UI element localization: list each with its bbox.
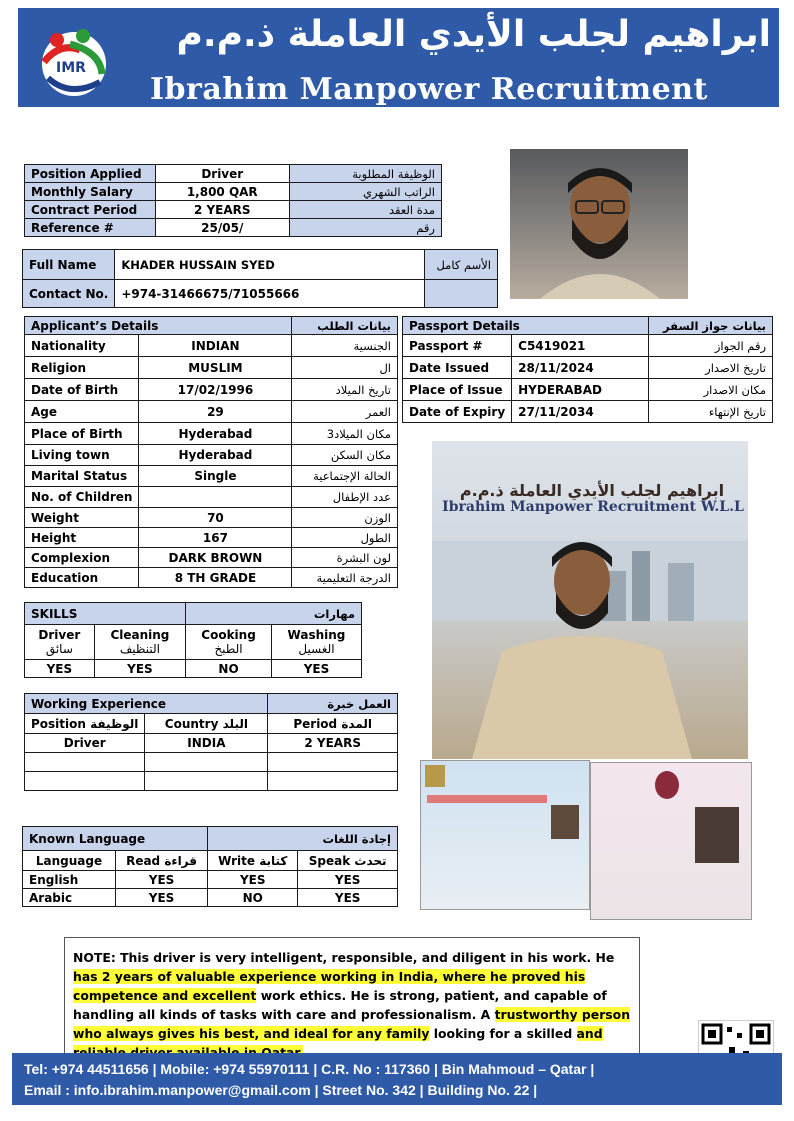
row-label: Nationality	[25, 335, 139, 357]
skill-ar: الغسيل	[298, 642, 335, 656]
row-label: Complexion	[25, 548, 139, 568]
skill-value: NO	[186, 660, 272, 678]
lang-write: YES	[208, 871, 298, 889]
passport-table	[402, 316, 773, 423]
skill-en: Washing	[287, 628, 346, 642]
footer-contact-bar	[12, 1053, 782, 1105]
row-ar: الجنسية	[292, 335, 398, 357]
reference-value: 25/05/	[156, 219, 290, 237]
portrait-illustration	[510, 149, 688, 299]
lang-write: NO	[208, 889, 298, 907]
full-name-ar: الأسم كامل	[425, 250, 498, 280]
lang-read: YES	[116, 889, 208, 907]
row-value: DARK BROWN	[139, 548, 292, 568]
skill-value: YES	[94, 660, 185, 678]
applicant-title: Applicant’s Details	[25, 317, 292, 335]
contract-label: Contract Period	[25, 201, 156, 219]
row-ar: الطول	[292, 528, 398, 548]
company-logo	[30, 22, 120, 102]
row-ar: مكان الميلاد3	[292, 423, 398, 445]
skill-ar: التنظيف	[119, 642, 160, 656]
company-name-english: Ibrahim Manpower Recruitment W.L.L	[150, 72, 708, 142]
row-value: 17/02/1996	[139, 379, 292, 401]
language-table	[22, 826, 398, 907]
full-name-label: Full Name	[23, 250, 115, 280]
row-label: Place of Issue	[403, 379, 512, 401]
lang-speak: YES	[298, 889, 398, 907]
note-highlight-2: trustworthy person who always gives his best, and ideal for any family	[73, 1007, 631, 1041]
header-text: قراءة	[164, 853, 197, 868]
footer-line-1: Tel: +974 44511656 | Mobile: +974 55970111 | C.R. No : 117360 | Bin Mahmoud – Qatar |	[24, 1061, 595, 1077]
lang-speak: YES	[298, 871, 398, 889]
row-value: 70	[139, 508, 292, 528]
salary-ar: الراتب الشهري	[289, 183, 442, 201]
header-text: المدة	[341, 716, 373, 731]
row-ar: عدد الإطفال	[292, 487, 398, 508]
driving-licence-card	[420, 760, 590, 910]
language-title: Known Language	[23, 827, 208, 851]
photo-banner-arabic: ابراهيم لجلب الأيدي العاملة ذ.م.م	[459, 481, 725, 500]
row-ar: تاريخ الاصدار	[649, 357, 773, 379]
row-ar: العمر	[292, 401, 398, 423]
row-ar: الوزن	[292, 508, 398, 528]
row-value: 29	[139, 401, 292, 423]
passport-title-ar: بيانات جواز السفر	[649, 317, 773, 335]
skill-header	[94, 625, 185, 660]
row-value: Hyderabad	[139, 423, 292, 445]
note-mid: work ethics. He is strong, patient, and capable of handling all kinds of tasks with care and professionalism. A	[73, 988, 607, 1022]
photo-banner-english: Ibrahim Manpower Recruitment W.L.L	[442, 499, 744, 515]
note-prefix: NOTE: This driver is very intelligent, responsible, and diligent in his work. He	[73, 950, 615, 965]
note-highlight-3: and	[73, 1026, 603, 1060]
row-ar: الحالة الإجتماعية	[292, 466, 398, 487]
exp-period	[268, 753, 398, 772]
row-label: Age	[25, 401, 139, 423]
position-value: Driver	[156, 165, 290, 183]
exp-position	[25, 772, 145, 791]
row-value: Single	[139, 466, 292, 487]
position-ar: الوظيفة المطلوبة	[289, 165, 442, 183]
row-ar: لون البشرة	[292, 548, 398, 568]
header-text: Country	[164, 716, 219, 731]
exp-position	[25, 753, 145, 772]
row-label: Height	[25, 528, 139, 548]
row-label: Marital Status	[25, 466, 139, 487]
exp-header-period	[268, 714, 398, 734]
note-box	[64, 937, 640, 1055]
contact-label: Contact No.	[23, 280, 115, 308]
row-value: HYDERABAD	[512, 379, 649, 401]
note-mid-2: looking for a skilled	[429, 1026, 577, 1041]
contract-ar: مدة العقد	[289, 201, 442, 219]
lang-name: English	[23, 871, 116, 889]
skill-en: Cooking	[201, 628, 256, 642]
skill-value: YES	[271, 660, 361, 678]
permit-photo	[695, 807, 739, 863]
exp-header-position	[25, 714, 145, 734]
header-text: Read	[126, 853, 161, 868]
exp-header-country	[145, 714, 268, 734]
skill-en: Driver	[38, 628, 81, 642]
row-ar: تاريخ الإنتهاء	[649, 401, 773, 423]
header-text: كتابة	[259, 853, 288, 868]
header-text: Speak	[308, 853, 351, 868]
row-value: MUSLIM	[139, 357, 292, 379]
header-text: الوظيفة	[90, 716, 139, 731]
exp-period: 2 YEARS	[268, 734, 398, 753]
row-ar: تاريخ الميلاد	[292, 379, 398, 401]
row-label: Religion	[25, 357, 139, 379]
lang-name: Arabic	[23, 889, 116, 907]
skill-ar: الطبخ	[214, 642, 243, 656]
skill-header	[271, 625, 361, 660]
skills-title: SKILLS	[25, 603, 186, 625]
qatar-emblem-icon	[655, 771, 679, 799]
lang-read: YES	[116, 871, 208, 889]
exp-country	[145, 753, 268, 772]
row-value: INDIAN	[139, 335, 292, 357]
applicant-table	[24, 316, 398, 588]
skill-header	[25, 625, 95, 660]
applicant-full-photo	[432, 441, 748, 759]
row-label: Weight	[25, 508, 139, 528]
row-label: Passport #	[403, 335, 512, 357]
exp-country: INDIA	[145, 734, 268, 753]
applicant-portrait-photo	[510, 149, 688, 299]
emblem-icon	[425, 765, 445, 787]
skills-table	[24, 602, 362, 678]
salary-value: 1,800 QAR	[156, 183, 290, 201]
contract-value: 2 YEARS	[156, 201, 290, 219]
row-ar: رقم الجواز	[649, 335, 773, 357]
skill-en: Cleaning	[110, 628, 170, 642]
full-name-value: KHADER HUSSAIN SYED	[115, 250, 425, 280]
identity-table	[22, 249, 498, 308]
row-label: Date of Birth	[25, 379, 139, 401]
contact-value: +974-31466675/71055666	[115, 280, 425, 308]
row-value	[139, 487, 292, 508]
header-text: Period	[293, 716, 338, 731]
experience-title: Working Experience	[25, 694, 268, 714]
residency-permit-card	[590, 762, 752, 920]
position-label: Position Applied	[25, 165, 156, 183]
row-label: Date of Expiry	[403, 401, 512, 423]
row-label: Living town	[25, 445, 139, 466]
row-label: Education	[25, 568, 139, 588]
row-value: 28/11/2024	[512, 357, 649, 379]
licence-photo	[551, 805, 579, 839]
row-value: 167	[139, 528, 292, 548]
row-ar: مكان السكن	[292, 445, 398, 466]
row-ar: ال	[292, 357, 398, 379]
reference-label: Reference #	[25, 219, 156, 237]
exp-country	[145, 772, 268, 791]
lang-header	[116, 851, 208, 871]
row-value: C5419021	[512, 335, 649, 357]
row-label: No. of Children	[25, 487, 139, 508]
contact-ar-empty	[425, 280, 498, 308]
experience-table	[24, 693, 398, 791]
skill-header	[186, 625, 272, 660]
exp-period	[268, 772, 398, 791]
row-value: 8 TH GRADE	[139, 568, 292, 588]
footer-line-2: Email : info.ibrahim.manpower@gmail.com | Street No. 342 | Building No. 22 |	[24, 1082, 538, 1098]
lang-header	[208, 851, 298, 871]
row-label: Date Issued	[403, 357, 512, 379]
language-title-ar: إجادة اللغات	[208, 827, 398, 851]
row-ar: الدرجة التعليمية	[292, 568, 398, 588]
row-value: Hyderabad	[139, 445, 292, 466]
experience-title-ar: العمل خبرة	[268, 694, 398, 714]
id-documents	[420, 760, 752, 920]
position-table	[24, 164, 442, 237]
exp-position: Driver	[25, 734, 145, 753]
header-text: البلد	[222, 716, 248, 731]
applicant-title-ar: بيانات الطلب	[292, 317, 398, 335]
passport-title: Passport Details	[403, 317, 649, 335]
skill-ar: سائق	[45, 642, 73, 656]
header-text: تحدث	[354, 853, 387, 868]
header-text: Language	[35, 853, 103, 868]
row-value: 27/11/2034	[512, 401, 649, 423]
skills-title-ar: مهارات	[186, 603, 362, 625]
lang-header	[23, 851, 116, 871]
note-highlight-1: has 2 years of valuable experience working in India, where he proved his competence and excellent	[73, 969, 586, 1003]
header-text: Write	[218, 853, 256, 868]
row-ar: مكان الاصدار	[649, 379, 773, 401]
reference-ar: رقم	[289, 219, 442, 237]
header-text: Position	[31, 716, 86, 731]
salary-label: Monthly Salary	[25, 183, 156, 201]
skill-value: YES	[25, 660, 95, 678]
applicant-figure	[432, 521, 748, 759]
lang-header	[298, 851, 398, 871]
header-banner	[18, 8, 779, 142]
logo-text: IMR	[56, 60, 86, 76]
company-name-arabic: ابراهيم لجلب الأيدي العاملة ذ.م.م	[176, 14, 771, 55]
row-label: Place of Birth	[25, 423, 139, 445]
